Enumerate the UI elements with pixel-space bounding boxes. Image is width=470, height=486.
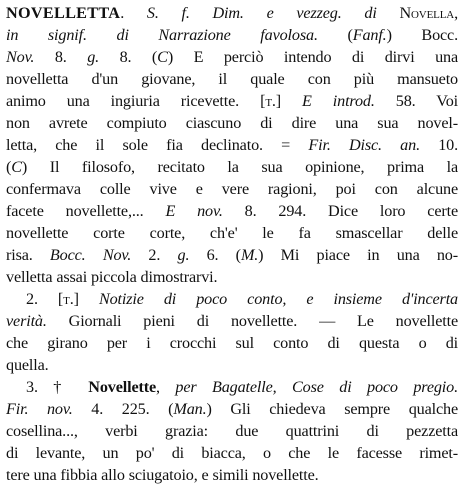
text: ) Gli chiedeva sempre qualche bbox=[206, 400, 458, 418]
text: 10. bbox=[419, 136, 458, 154]
entry-line bbox=[6, 244, 458, 266]
source-abbr: t. bbox=[265, 92, 276, 110]
text: ) Il filosofo, recitato la sua opinione, prima la bbox=[21, 158, 458, 176]
text: ) Bocc. bbox=[386, 26, 458, 44]
definition: Notizie di poco conto, e insieme d'incerta bbox=[98, 290, 459, 308]
text: ) Mi piace in una no- bbox=[258, 246, 458, 264]
text: Giornali pieni di novellette. — Le novellette bbox=[46, 312, 458, 330]
headword: NOVELLETTA bbox=[6, 4, 121, 22]
entry-line bbox=[6, 222, 458, 244]
source-abbr: t. bbox=[63, 290, 74, 308]
text: 58. Voi bbox=[374, 92, 458, 110]
source-abbr: C bbox=[157, 48, 168, 66]
sense-3-line bbox=[6, 420, 458, 442]
text: che girano per i crocchi sul conto di questa o di bbox=[6, 334, 458, 352]
text: , bbox=[454, 4, 458, 22]
text: facete novellette,... bbox=[6, 202, 166, 220]
text: 8. bbox=[34, 48, 88, 66]
entry-line bbox=[6, 156, 458, 178]
source-abbr: Bocc. Nov. bbox=[49, 246, 132, 264]
text: 8. 294. Dice loro certe bbox=[222, 202, 458, 220]
sense-number: 3. † bbox=[26, 378, 89, 396]
source-abbr: M. bbox=[240, 246, 259, 264]
text: novellette corte corte, ch'e' le fa smascellar delle bbox=[6, 224, 458, 242]
text: ( bbox=[317, 26, 353, 44]
entry-line bbox=[6, 68, 458, 90]
definition: in signif. di Narrazione favolosa. bbox=[6, 26, 318, 44]
sense-3-line bbox=[6, 442, 458, 464]
entry-line bbox=[6, 200, 458, 222]
cross-reference: Novella bbox=[399, 4, 455, 22]
sense-2-line bbox=[6, 354, 458, 376]
entry-line bbox=[6, 2, 458, 24]
entry-line bbox=[6, 46, 458, 68]
source-abbr: E nov. bbox=[165, 202, 223, 220]
text: tere una fibbia allo sciugatoio, e simili novellette. bbox=[6, 466, 319, 484]
text: animo una ingiuria ricevette. [ bbox=[6, 92, 266, 110]
source-abbr: C bbox=[11, 158, 22, 176]
source-abbr: g. bbox=[87, 48, 100, 66]
entry-line bbox=[6, 24, 458, 46]
source-abbr: Fanf. bbox=[352, 26, 387, 44]
text: 8. ( bbox=[99, 48, 158, 66]
text: . bbox=[120, 4, 147, 22]
text: ( bbox=[6, 158, 12, 176]
sense-2-line bbox=[6, 310, 458, 332]
text: risa. bbox=[6, 246, 50, 264]
sense-3-line bbox=[6, 464, 458, 484]
text: letta, che il sole fia declinato. = bbox=[6, 136, 309, 154]
entry-line bbox=[6, 178, 458, 200]
text: , bbox=[156, 378, 176, 396]
sense-number: 2. [ bbox=[26, 290, 64, 308]
text: 6. ( bbox=[189, 246, 241, 264]
source-abbr: Man. bbox=[173, 400, 207, 418]
entry-line bbox=[6, 134, 458, 156]
source-abbr: E introd. bbox=[302, 92, 375, 110]
text: 2. bbox=[131, 246, 178, 264]
text: novelletta d'un giovane, il quale con più mansueto bbox=[6, 70, 458, 88]
entry-line bbox=[6, 112, 458, 134]
text: ) E perciò intendo di dirvi una bbox=[167, 48, 458, 66]
text: quella. bbox=[6, 356, 49, 374]
source-abbr: Nov. bbox=[6, 48, 35, 66]
text: confermava colle vive e vere ragioni, poi con alcune bbox=[6, 180, 458, 198]
text: di levante, un po' di biacca, o che le facesse rimet- bbox=[6, 444, 458, 462]
source-abbr: Fir. nov. bbox=[6, 400, 73, 418]
entry-line bbox=[6, 90, 458, 112]
subheadword: Novellette bbox=[88, 378, 156, 396]
sense-3-line bbox=[26, 376, 458, 398]
definition: per Bagatelle, Cose di poco pregio. bbox=[175, 378, 458, 396]
text: ] bbox=[275, 92, 303, 110]
text: velletta assai piccola dimostrarvi. bbox=[6, 268, 218, 286]
definition: verità. bbox=[6, 312, 47, 330]
text: non avrete compiuto ciascuno di dire una sua novel- bbox=[6, 114, 458, 132]
text: cosellina..., verbi grazia: due quattrini di pezzetta bbox=[6, 422, 458, 440]
sense-3-line bbox=[6, 398, 458, 420]
sense-2-line bbox=[26, 288, 458, 310]
sense-2-line bbox=[6, 332, 458, 354]
source-abbr: g. bbox=[177, 246, 190, 264]
grammar-note: S. f. Dim. e vezzeg. di bbox=[146, 4, 400, 22]
entry-line bbox=[6, 266, 458, 288]
text: ] bbox=[73, 290, 99, 308]
text: 4. 225. ( bbox=[72, 400, 174, 418]
source-abbr: Fir. Disc. an. bbox=[308, 136, 420, 154]
